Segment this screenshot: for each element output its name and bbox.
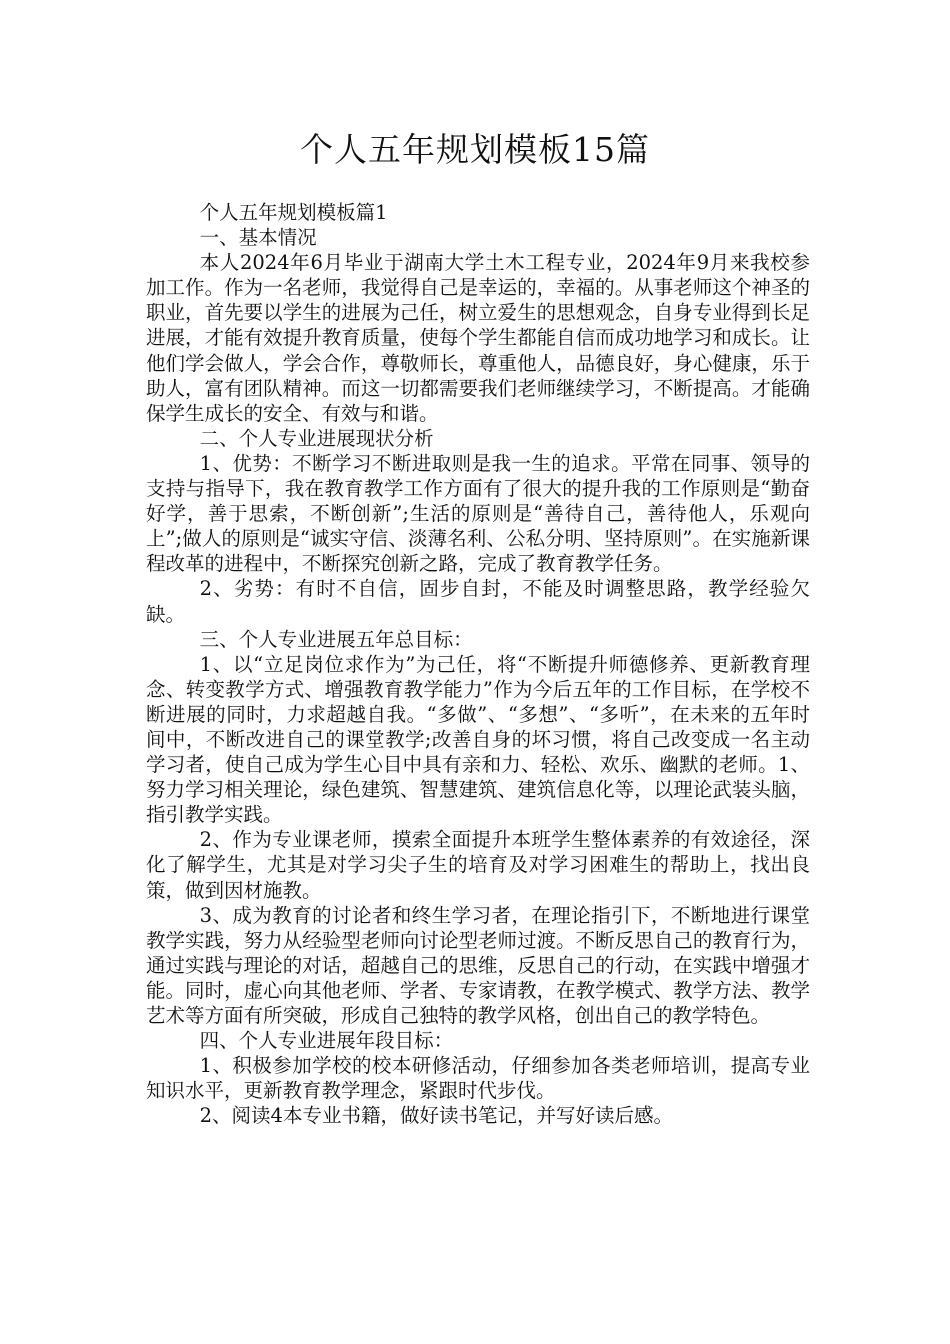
paragraph: 1、以“立足岗位求作为”为己任，将“不断提升师德修养、更新教育理念、转变教学方式、增强教育教学能力”作为今后五年的工作目标，在学校不断进展的同时，力求超越自我。“多做”、“多想”、“多听”，在未来的五年时间中，不断改进自己的课堂教学;改善自身的坏习惯，将自己改变成一名主动学习者，使自己成为学生心目中具有亲和力、轻松、欢乐、幽默的老师。1、努力学习相关理论，绿色建筑、智慧建筑、建筑信息化等，以理论武装头脑，指引教学实践。 xyxy=(146,652,810,827)
paragraph: 1、优势：不断学习不断进取则是我一生的追求。平常在同事、领导的支持与指导下，我在教育教学工作方面有了很大的提升我的工作原则是“勤奋好学，善于思索，不断创新”;生活的原则是“善待自己，善待他人，乐观向上”;做人的原则是“诚实守信、淡薄名利、公私分明、坚持原则”。在实施新课程改革的进程中，不断探究创新之路，完成了教育教学任务。 xyxy=(146,451,810,576)
subheading: 一、基本情况 xyxy=(199,226,317,250)
document-title: 个人五年规划模板15篇 xyxy=(300,130,650,169)
paragraph: 1、积极参加学校的校本研修活动，仔细参加各类老师培训，提高专业知识水平，更新教育教学理念，紧跟时代步伐。 xyxy=(146,1054,810,1103)
document-body xyxy=(146,200,810,1128)
paragraph: 2、阅读4本专业书籍，做好读书笔记，并写好读后感。 xyxy=(199,1104,673,1128)
subheading: 三、个人专业进展五年总目标： xyxy=(199,627,473,651)
subheading: 二、个人专业进展现状分析 xyxy=(199,426,434,450)
subheading: 四、个人专业进展年段目标： xyxy=(199,1029,454,1053)
section-heading: 个人五年规划模板篇1 xyxy=(199,201,388,224)
paragraph: 本人2024年6月毕业于湖南大学土木工程专业，2024年9月来我校参加工作。作为一名老师，我觉得自己是幸运的，幸福的。从事老师这个神圣的职业，首先要以学生的进展为己任，树立爱生的思想观念，自身专业得到长足进展，才能有效提升教育质量，使每个学生都能自信而成功地学习和成长。让他们学会做人，学会合作，尊敬师长，尊重他人，品德良好，身心健康，乐于助人，富有团队精神。而这一切都需要我们老师继续学习，不断提高。才能确保学生成长的安全、有效与和谐。 xyxy=(146,251,810,425)
paragraph: 2、劣势：有时不自信，固步自封，不能及时调整思路，教学经验欠缺。 xyxy=(146,577,810,626)
paragraph: 3、成为教育的讨论者和终生学习者，在理论指引下，不断地进行课堂教学实践，努力从经验型老师向讨论型老师过渡。不断反思自己的教育行为，通过实践与理论的对话，超越自己的思维，反思自己的行动，在实践中增强才能。同时，虚心向其他老师、学者、专家请教，在教学模式、教学方法、教学艺术等方面有所突破，形成自己独特的教学风格，创出自己的教学特色。 xyxy=(146,903,810,1027)
paragraph: 2、作为专业课老师，摸索全面提升本班学生整体素养的有效途径，深化了解学生，尤其是对学习尖子生的培育及对学习困难生的帮助上，找出良策，做到因材施教。 xyxy=(146,828,810,902)
